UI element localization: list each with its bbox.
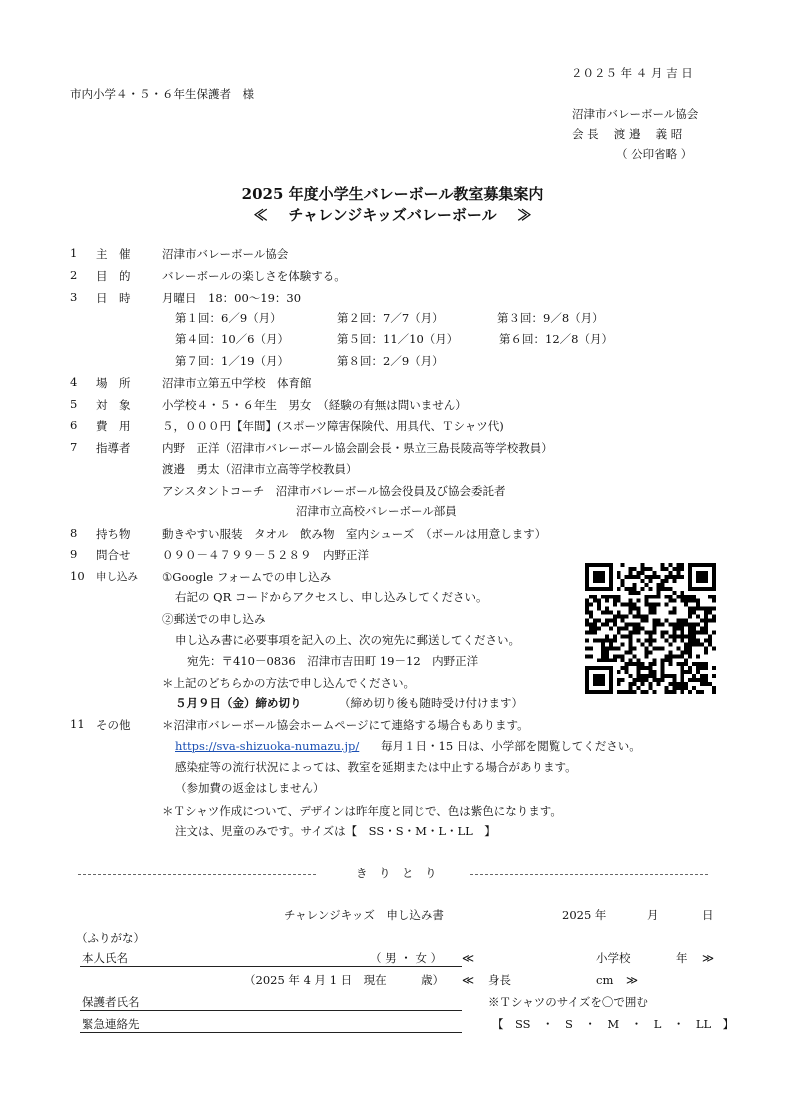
apply-line: 申し込み書に必要事項を記入の上、次の宛先に郵送してください。 — [175, 633, 520, 647]
item-label: 持ち物 — [96, 527, 131, 541]
seal-note: （ 公印省略 ） — [616, 147, 693, 161]
item-value: ５，０００円【年間】(スポーツ障害保険代、用具代、Ｔシャツ代) — [162, 419, 504, 433]
name-field[interactable] — [80, 966, 462, 967]
item-label: 対 象 — [96, 398, 131, 412]
item-number: 9 — [70, 547, 78, 561]
guardian-label: 保護者氏名 — [82, 995, 140, 1009]
item-number: 2 — [70, 268, 78, 282]
item-label: 主 催 — [96, 247, 131, 261]
item-value: 動きやすい服装 タオル 飲み物 室内シューズ （ボールは用意します） — [162, 527, 547, 541]
coach-line: 内野 正洋（沼津市バレーボール協会副会長・県立三島長陵高等学校教員） — [162, 441, 553, 455]
name-label: 本人氏名 — [82, 951, 128, 965]
item-label: 費 用 — [96, 419, 131, 433]
other-line: （参加費の返金はしません） — [175, 781, 325, 795]
mail-address: 宛先：〒410－0836 沼津市吉田町 19－12 内野正洋 — [187, 654, 479, 668]
age-note: （2025 年 4 月 1 日 現在 歳） — [244, 973, 445, 987]
other-line: ＊Ｔシャツ作成について、デザインは昨年度と同じで、色は紫色になります。 — [162, 804, 562, 818]
emergency-label: 緊急連絡先 — [82, 1017, 140, 1031]
recipient: 市内小学４・５・６年生保護者 様 — [70, 87, 254, 101]
coach-line: アシスタントコーチ 沼津市バレーボール協会役員及び協会委託者 — [162, 484, 506, 498]
shirt-size-options[interactable]: 【 SS ・ S ・ M ・ L ・ LL 】 — [492, 1017, 735, 1031]
cut-line-left — [78, 874, 316, 875]
height-open-bracket: ≪ — [462, 973, 475, 987]
item-value: 沼津市立第五中学校 体育館 — [162, 376, 312, 390]
form-day: 日 — [702, 908, 714, 922]
document-date: ２０２５ 年 ４ 月 吉 日 — [571, 66, 693, 80]
deadline-note: （締め切り後も随時受け付けます） — [339, 696, 523, 710]
item-value: ０９０－４７９９－５２８９ 内野正洋 — [162, 548, 369, 562]
item-label: 場 所 — [96, 376, 131, 390]
item-label: その他 — [96, 718, 131, 732]
item-number: 8 — [70, 526, 78, 540]
item-label: 日 時 — [96, 291, 131, 305]
homepage-link[interactable]: https://sva-shizuoka-numazu.jp/ — [175, 739, 360, 753]
session: 第８回：2／9（月） — [337, 354, 444, 368]
item-value: 小学校４・５・６年生 男女 （経験の有無は問いません） — [162, 398, 467, 412]
page-subtitle: ≪ チャレンジキッズバレーボール ≫ — [253, 206, 532, 224]
other-line: 感染症等の流行状況によっては、教室を延期または中止する場合があります。 — [175, 760, 577, 774]
guardian-field[interactable] — [80, 1010, 462, 1011]
form-year: 2025 年 — [562, 908, 607, 922]
session: 第１回：6／9（月） — [175, 311, 282, 325]
item-number: 6 — [70, 418, 78, 432]
apply-line: ＊上記のどちらかの方法で申し込んでください。 — [162, 676, 415, 690]
height-unit: cm — [596, 973, 614, 987]
item-value: 沼津市バレーボール協会 — [162, 247, 289, 261]
president: 会 長 渡 邉 義 昭 — [572, 127, 683, 141]
session: 第２回：7／7（月） — [337, 311, 444, 325]
organization: 沼津市バレーボール協会 — [572, 107, 699, 121]
item-label: 目 的 — [96, 269, 131, 283]
height-label: 身長 — [488, 973, 511, 987]
school-close-bracket: ≫ — [702, 951, 715, 965]
item-label: 指導者 — [96, 441, 131, 455]
cut-label: き り と り — [356, 866, 437, 880]
item-number: 1 — [70, 246, 78, 260]
form-month: 月 — [647, 908, 659, 922]
apply-line: ①Google フォームでの申し込み — [162, 570, 332, 584]
grade-label: 年 — [676, 951, 688, 965]
deadline: ５月９日（金）締め切り — [175, 696, 302, 710]
session: 第５回：11／10（月） — [337, 332, 459, 346]
item-label: 問合せ — [96, 548, 131, 562]
school-open-bracket: ≪ — [462, 951, 475, 965]
form-title: チャレンジキッズ 申し込み書 — [284, 908, 444, 922]
item-value: 月曜日 18：00～19：30 — [162, 291, 302, 305]
coach-line: 沼津市立高校バレーボール部員 — [296, 504, 457, 518]
furigana-label: （ふりがな） — [76, 931, 145, 945]
item-label: 申し込み — [96, 571, 138, 583]
apply-line: ②郵送での申し込み — [162, 612, 266, 626]
cut-line-right — [470, 874, 708, 875]
apply-line: 右記の QR コードからアクセスし、申し込みしてください。 — [175, 590, 488, 604]
emergency-field[interactable] — [80, 1032, 462, 1033]
item-number: 11 — [70, 717, 85, 731]
item-number: 5 — [70, 397, 78, 411]
item-number: 10 — [70, 569, 85, 583]
shirt-size-note: ※Ｔシャツのサイズを〇で囲む — [488, 995, 648, 1009]
session: 第７回：1／19（月） — [175, 354, 289, 368]
other-line: ＊沼津市バレーボール協会ホームページにて連絡する場合もあります。 — [162, 718, 529, 732]
other-line: 毎月１日・15 日は、小学部を閲覧してください。 — [381, 739, 641, 753]
session: 第６回：12／8（月） — [499, 332, 613, 346]
page-title: 2025 年度小学生バレーボール教室募集案内 — [241, 185, 544, 203]
item-number: 7 — [70, 440, 78, 454]
gender-select[interactable]: （ 男 ・ 女 ） — [370, 951, 443, 965]
height-close-bracket: ≫ — [626, 973, 639, 987]
item-number: 3 — [70, 290, 78, 304]
school-label: 小学校 — [596, 951, 631, 965]
session: 第４回：10／6（月） — [175, 332, 289, 346]
item-number: 4 — [70, 375, 78, 389]
qr-code[interactable] — [585, 563, 716, 694]
session: 第３回：9／8（月） — [497, 311, 604, 325]
other-line: 注文は、児童のみです。サイズは【 SS・S・M・L・LL 】 — [175, 824, 496, 838]
coach-line: 渡邉 勇太（沼津市立高等学校教員） — [162, 462, 358, 476]
item-value: バレーボールの楽しさを体験する。 — [162, 269, 346, 283]
